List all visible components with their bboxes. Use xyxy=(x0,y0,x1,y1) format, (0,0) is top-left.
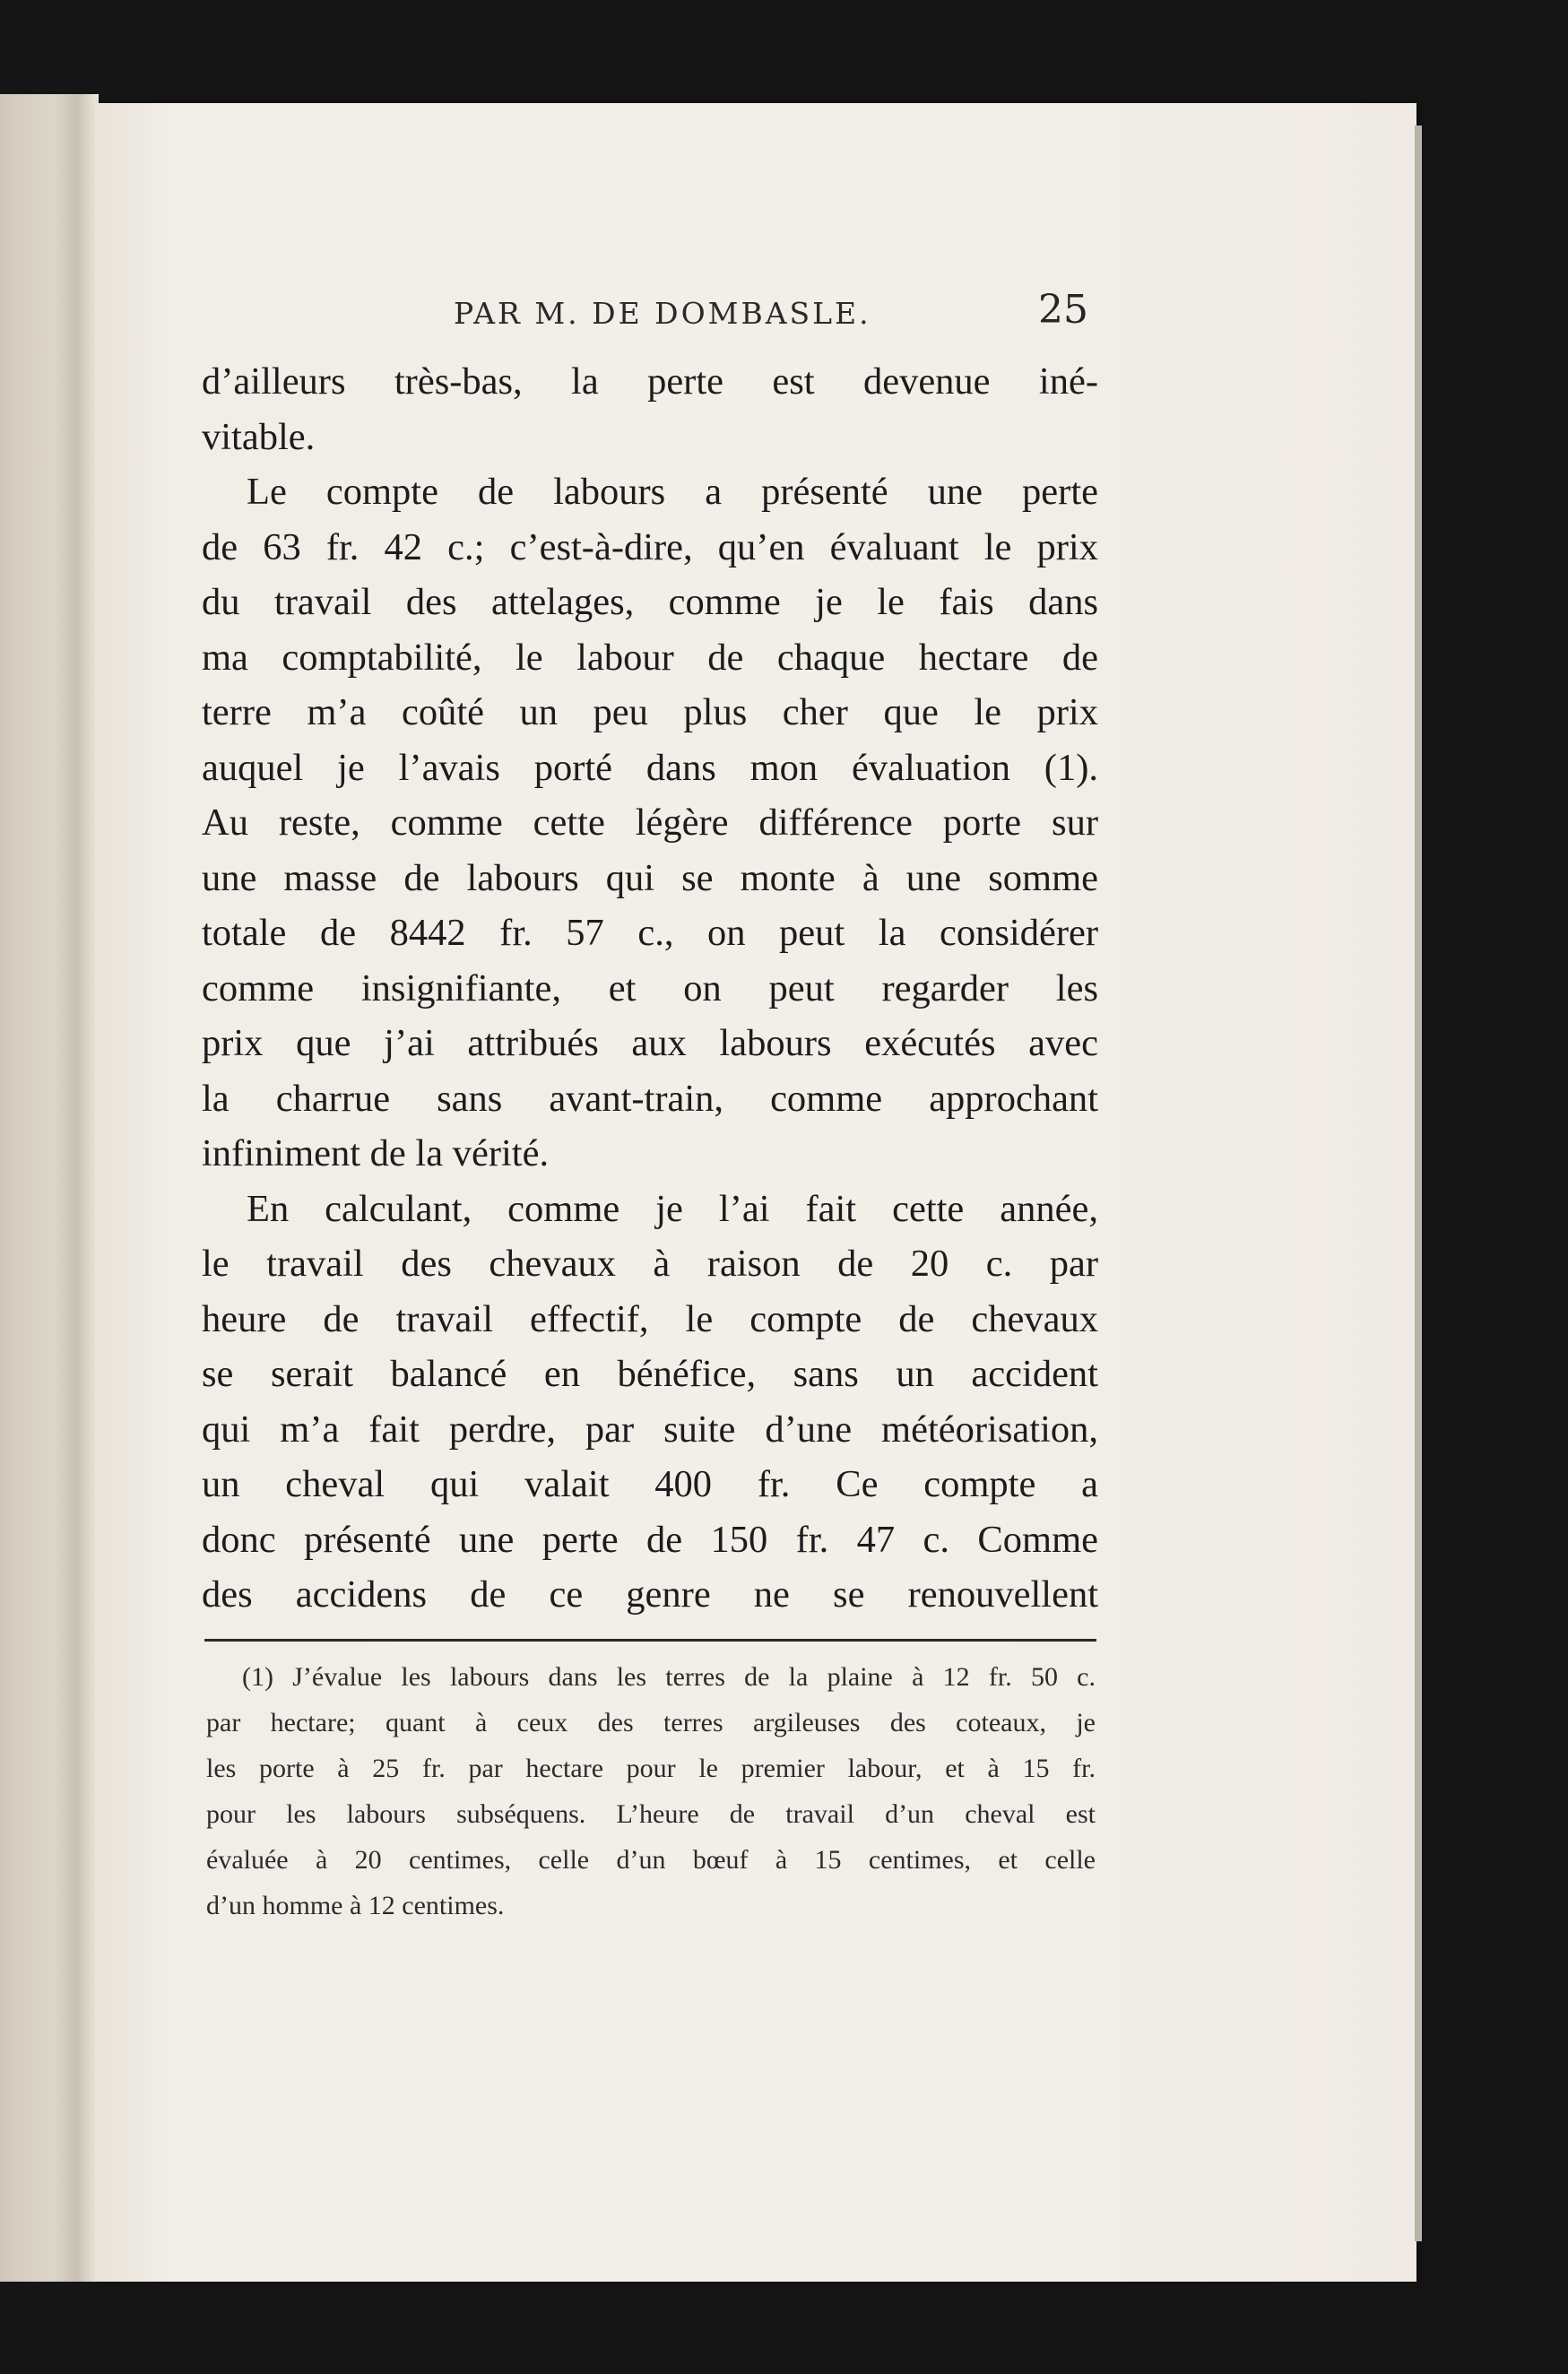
text-line: qui m’a fait perdre, par suite d’une météorisation, xyxy=(202,1408,1098,1451)
text-line: comme insignifiante, et on peut regarder les xyxy=(202,966,1098,1009)
body-text xyxy=(202,354,1098,1623)
running-head: PAR M. DE DOMBASLE. xyxy=(454,296,871,331)
text-line: du travail des attelages, comme je le fais dans xyxy=(202,581,1098,623)
footnote-rule xyxy=(204,1639,1096,1642)
footnote-line: évaluée à 20 centimes, celle d’un bœuf à 15 centimes, et celle xyxy=(206,1845,1096,1875)
text-line: Au reste, comme cette légère différence porte sur xyxy=(202,801,1098,844)
footnote-line: (1) J’évalue les labours dans les terres de la plaine à 12 fr. 50 c. xyxy=(242,1662,1096,1692)
text-line: terre m’a coûté un peu plus cher que le prix xyxy=(202,691,1098,733)
footnote-line: les porte à 25 fr. par hectare pour le premier labour, et à 15 fr. xyxy=(206,1754,1096,1783)
text-line: se serait balancé en bénéfice, sans un accident xyxy=(202,1353,1098,1395)
page-number: 25 xyxy=(1038,287,1088,333)
text-line: la charrue sans avant-train, comme approchant xyxy=(202,1077,1098,1120)
text-line: Le compte de labours a présenté une perte xyxy=(247,471,1098,513)
footnote xyxy=(206,1654,1096,1928)
text-line: de 63 fr. 42 c.; c’est-à-dire, qu’en évaluant le prix xyxy=(202,525,1098,568)
text-line: vitable. xyxy=(202,415,316,458)
text-line: totale de 8442 fr. 57 c., on peut la considérer xyxy=(202,912,1098,954)
facing-page-edge xyxy=(0,94,99,2282)
text-line: d’ailleurs très-bas, la perte est devenue iné- xyxy=(202,360,1098,403)
page-stack-edge xyxy=(1415,126,1422,2241)
footnote-line: d’un homme à 12 centimes. xyxy=(206,1891,505,1920)
text-line: un cheval qui valait 400 fr. Ce compte a xyxy=(202,1463,1098,1505)
footnote-line: pour les labours subséquens. L’heure de travail d’un cheval est xyxy=(206,1799,1096,1829)
text-line: une masse de labours qui se monte à une somme xyxy=(202,856,1098,899)
text-line: le travail des chevaux à raison de 20 c. par xyxy=(202,1243,1098,1285)
text-line: des accidens de ce genre ne se renouvellent xyxy=(202,1573,1098,1616)
text-line: infiniment de la vérité. xyxy=(202,1132,550,1174)
footnote-line: par hectare; quant à ceux des terres argileuses des coteaux, je xyxy=(206,1708,1096,1737)
text-line: heure de travail effectif, le compte de chevaux xyxy=(202,1297,1098,1340)
text-line: prix que j’ai attribués aux labours exécutés avec xyxy=(202,1022,1098,1064)
text-line: En calculant, comme je l’ai fait cette année, xyxy=(247,1187,1098,1230)
text-line: auquel je l’avais porté dans mon évaluation (1). xyxy=(202,746,1098,789)
text-line: ma comptabilité, le labour de chaque hectare de xyxy=(202,636,1098,679)
text-line: donc présenté une perte de 150 fr. 47 c. Comme xyxy=(202,1518,1098,1561)
